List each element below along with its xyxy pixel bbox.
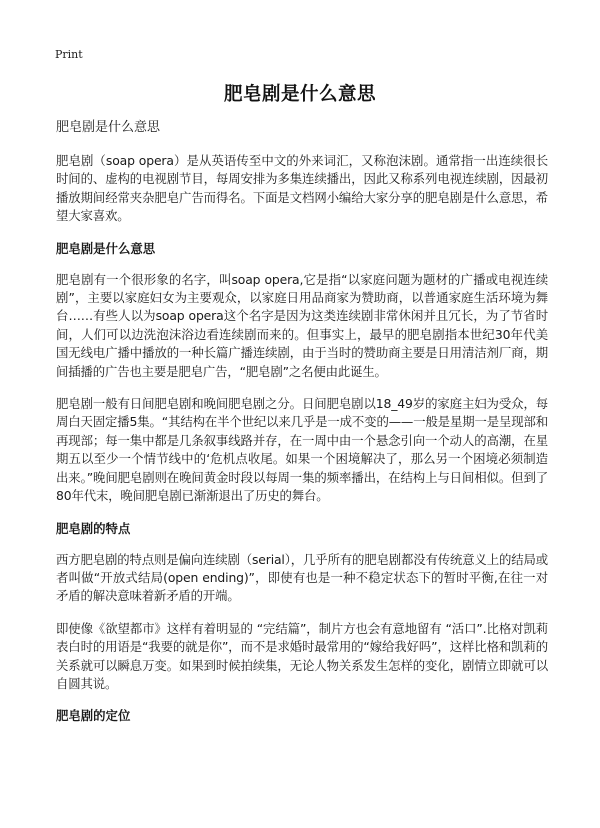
document-subtitle: 肥皂剧是什么意思: [56, 120, 161, 135]
section-paragraph: 西方肥皂剧的特点则是偏向连续剧（serial），几乎所有的肥皂剧都没有传统意义上的结局或者叫做“开放式结局(open ending)”，即使有也是一种不稳定状态下的暂时平衡,在往一对矛盾的解决意味着新矛盾的开端。: [56, 551, 548, 604]
document-body: [56, 119, 548, 738]
section-heading: 肥皂剧是什么意思: [56, 240, 156, 256]
section-paragraph: 肥皂剧有一个很形象的名字，叫soap opera,它是指“以家庭问题为题材的广播或电视连续剧”，主要以家庭妇女为主要观众，以家庭日用品商家为赞助商，以普通家庭生活环境为舞台……有些人以为soap opera这个名字是因为这类连续剧非常休闲并且冗长，为了节省时间，人们可以边洗泡沫浴边看连续剧而来的。但事实上，最早的肥皂剧指本世纪30年代美国无线电广播中播放的一种长篇广播连续剧，由于当时的赞助商主要是日用清洁剂厂商，期间插播的广告也主要是肥皂广告，“肥皂剧”之名便由此诞生。: [56, 271, 548, 379]
document-title: 肥皂剧是什么意思: [223, 84, 376, 105]
intro-paragraph: 肥皂剧（soap opera）是从英语传至中文的外来词汇，又称泡沫剧。通常指一出连续很长时间的、虚构的电视剧节目，每周安排为多集连续播出，因此又称系列电视连续剧，因最初播放期间经常夹杂肥皂广告而得名。下面是文档网小编给大家分享的肥皂剧是什么意思，希望大家喜欢。: [56, 153, 548, 224]
print-link[interactable]: Print: [55, 48, 83, 61]
section-paragraph: 即使像《欲望都市》这样有着明显的 “完结篇”，制片方也会有意地留有 “活口”.比格对凯莉表白时的用语是“我要的就是你”，而不是求婚时最常用的“嫁给我好吗”，这样比格和凯莉的关系就可以瞬息万变。如果到时候拍续集，无论人物关系发生怎样的变化，剧情立即就可以自圆其说。: [56, 620, 548, 691]
section-heading: 肥皂剧的特点: [56, 520, 131, 536]
section-heading: 肥皂剧的定位: [56, 708, 131, 724]
section-paragraph: 肥皂剧一般有日间肥皂剧和晚间肥皂剧之分。日间肥皂剧以18_49岁的家庭主妇为受众，每周白天固定播5集。“其结构在半个世纪以来几乎是一成不变的——一般是星期一是呈现部和再现部；每一集中都是几条叙事线路并存，在一周中由一个悬念引向一个动人的高潮，在星期五以至少一个情节线中的‘危机点收尾。如果一个困境解决了，那么另一个困境必须制造出来。”晚间肥皂剧则在晚间黄金时段以每周一集的频率播出，在结构上与日间相似。但到了80年代末，晚间肥皂剧已渐渐退出了历史的舞台。: [56, 396, 548, 504]
